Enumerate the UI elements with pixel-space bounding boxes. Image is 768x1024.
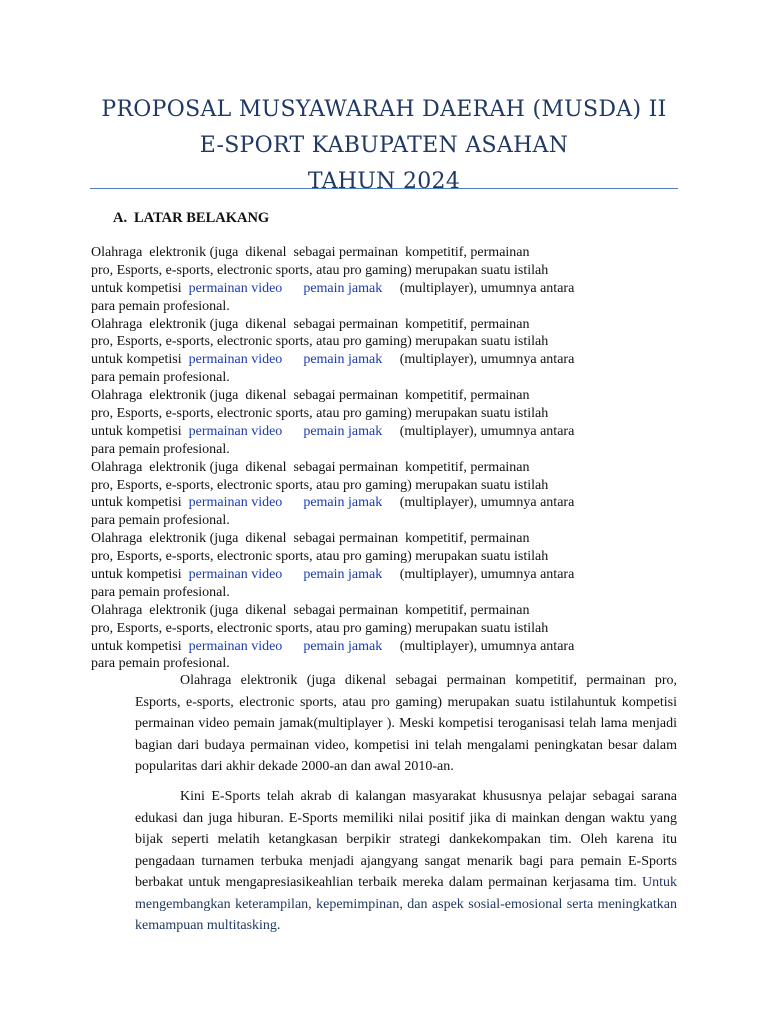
repeated-text-block [91, 459, 574, 531]
block-line-2: pro, Esports, e-sports, electronic sports, atau pro gaming) merupakan suatu istilah [91, 549, 549, 565]
block-line-1: Olahraga elektronik (juga dikenal sebagai permainan kompetitif, permainan [91, 388, 530, 404]
line3-suffix: (multiplayer), umumnya antara [382, 495, 575, 511]
line3-prefix: untuk kompetisi [91, 567, 189, 583]
line3-suffix: (multiplayer), umumnya antara [382, 423, 575, 439]
document-title [0, 92, 768, 200]
block-line-3 [91, 423, 574, 441]
line3-prefix: untuk kompetisi [91, 280, 189, 296]
title-line-1: PROPOSAL MUSYAWARAH DAERAH (MUSDA) II [101, 97, 667, 122]
block-line-4: para pemain profesional. [91, 656, 230, 672]
permainan-video-link[interactable]: permainan video [188, 423, 283, 439]
line3-gap [282, 567, 303, 582]
line3-gap [282, 281, 303, 296]
repeated-text-block [91, 244, 574, 316]
block-line-3 [91, 638, 574, 656]
line3-suffix: (multiplayer), umumnya antara [382, 280, 575, 296]
permainan-video-link[interactable]: permainan video [188, 638, 283, 654]
repeated-text-block [91, 387, 574, 459]
pemain-jamak-link[interactable]: pemain jamak [303, 423, 383, 439]
block-line-1: Olahraga elektronik (juga dikenal sebagai permainan kompetitif, permainan [91, 459, 530, 475]
block-line-4: para pemain profesional. [91, 370, 230, 386]
line3-prefix: untuk kompetisi [91, 352, 189, 368]
block-line-4: para pemain profesional. [91, 441, 230, 457]
block-line-2: pro, Esports, e-sports, electronic sports, atau pro gaming) merupakan suatu istilah [91, 262, 549, 278]
repeated-text-block [91, 602, 574, 674]
block-line-1: Olahraga elektronik (juga dikenal sebagai permainan kompetitif, permainan [91, 602, 530, 618]
title-line-3: TAHUN 2024 [307, 169, 461, 194]
section-number: A. [113, 210, 128, 226]
block-line-1: Olahraga elektronik (juga dikenal sebagai permainan kompetitif, permainan [91, 316, 530, 332]
line3-suffix: (multiplayer), umumnya antara [382, 352, 575, 368]
body-paragraph-1: Olahraga elektronik (juga dikenal sebagai permainan kompetitif, permainan pro, Esports, e-sports, electronic sports, atau pro gaming) merupakan suatu istilahuntuk kompetisi permainan video pemain jamak(multiplayer ). Meski kompetisi teroganisasi telah lama menjadi bagian dari budaya permainan video, kompetisi ini telah mengalami peningkatan besar dalam popularitas dari akhir dekade 2000-an dan awal 2010-an. [135, 673, 677, 774]
permainan-video-link[interactable]: permainan video [188, 567, 283, 583]
body-paragraph-2 [135, 786, 677, 937]
block-line-3 [91, 351, 574, 369]
block-line-2: pro, Esports, e-sports, electronic sports, atau pro gaming) merupakan suatu istilah [91, 477, 549, 493]
line3-gap [282, 495, 303, 510]
line3-gap [282, 639, 303, 654]
block-line-1: Olahraga elektronik (juga dikenal sebagai permainan kompetitif, permainan [91, 245, 530, 260]
block-line-2: pro, Esports, e-sports, electronic sports, atau pro gaming) merupakan suatu istilah [91, 334, 549, 350]
permainan-video-link[interactable]: permainan video [188, 495, 283, 511]
repeated-text-block [91, 316, 574, 388]
line3-prefix: untuk kompetisi [91, 638, 189, 654]
block-line-2: pro, Esports, e-sports, electronic sports, atau pro gaming) merupakan suatu istilah [91, 406, 549, 422]
line3-gap [282, 424, 303, 439]
pemain-jamak-link[interactable]: pemain jamak [303, 352, 383, 368]
repeated-text-block [91, 530, 574, 602]
block-line-2: pro, Esports, e-sports, electronic sports, atau pro gaming) merupakan suatu istilah [91, 620, 549, 636]
line3-suffix: (multiplayer), umumnya antara [382, 638, 575, 654]
pemain-jamak-link[interactable]: pemain jamak [303, 567, 383, 583]
block-line-4: para pemain profesional. [91, 298, 230, 314]
line3-gap [282, 352, 303, 367]
repeated-text-blocks [91, 244, 574, 673]
permainan-video-link[interactable]: permainan video [188, 280, 283, 296]
section-heading [113, 209, 269, 227]
pemain-jamak-link[interactable]: pemain jamak [303, 638, 383, 654]
block-line-3 [91, 566, 574, 584]
paragraph2-text: Kini E-Sports telah akrab di kalangan masyarakat khususnya pelajar sebagai sarana edukasi dan juga hiburan. E-Sports memiliki nilai positif jika di mainkan dengan waktu yang bijak seperti melatih ketangkasan berpikir strategi dankekompakan tim. Oleh karena itu pengadaan turnamen terbuka menjadi ajangyang sangat menarik bagi para pemain E-Sports berbakat untuk mengapresiasikeahlian terbaik mereka dalam permainan kerjasama tim. [135, 789, 677, 890]
block-line-1: Olahraga elektronik (juga dikenal sebagai permainan kompetitif, permainan [91, 531, 530, 547]
section-title: LATAR BELAKANG [134, 210, 270, 226]
pemain-jamak-link[interactable]: pemain jamak [303, 280, 383, 296]
block-line-3 [91, 494, 574, 512]
block-line-4: para pemain profesional. [91, 584, 230, 600]
title-divider [90, 188, 678, 189]
block-line-3 [91, 280, 574, 298]
paragraph2-accent: Untuk mengembangkan keterampilan, kepemimpinan, dan aspek sosial-emosional serta meningkatkan kemampuan multitasking [135, 875, 677, 933]
permainan-video-link[interactable]: permainan video [188, 352, 283, 368]
paragraph2-end: . [276, 918, 281, 933]
block-line-4: para pemain profesional. [91, 513, 230, 529]
line3-prefix: untuk kompetisi [91, 495, 189, 511]
pemain-jamak-link[interactable]: pemain jamak [303, 495, 383, 511]
line3-prefix: untuk kompetisi [91, 423, 189, 439]
title-line-2: E-SPORT KABUPATEN ASAHAN [199, 133, 569, 158]
line3-suffix: (multiplayer), umumnya antara [382, 567, 575, 583]
